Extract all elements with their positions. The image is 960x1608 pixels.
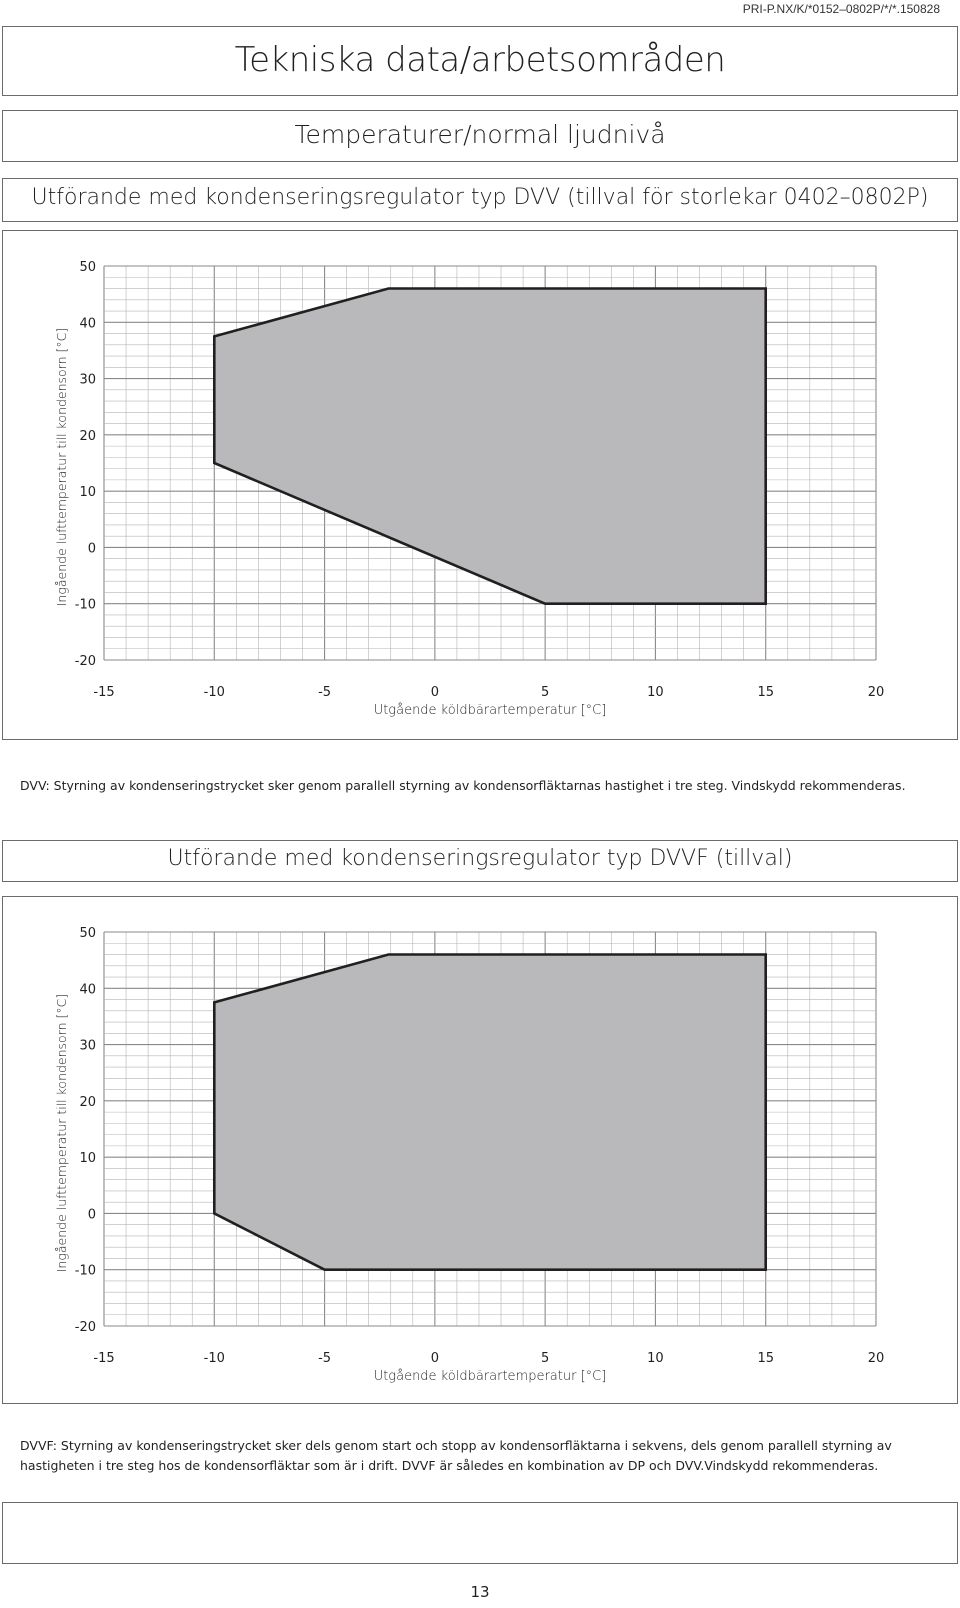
x-tick-label: -10 (203, 1351, 225, 1366)
y-tick-label: 10 (79, 485, 96, 501)
page-number: 13 (470, 1583, 490, 1601)
x-tick-label: 5 (541, 1351, 550, 1366)
y-tick-label: 30 (79, 372, 96, 388)
document-reference: PRI-P.NX/K/*0152–0802P/*/*.150828 (742, 2, 940, 16)
x-tick-label: -15 (93, 1351, 115, 1366)
footer-box (2, 1502, 958, 1564)
y-tick-label: 20 (79, 428, 96, 444)
y-tick-label: 50 (79, 926, 96, 941)
operating-area (214, 955, 765, 1270)
x-tick-label: -5 (318, 685, 332, 700)
operating-area (214, 289, 765, 604)
y-tick-label: -10 (74, 597, 96, 613)
x-tick-label: -5 (318, 1351, 332, 1366)
x-tick-label: 0 (430, 685, 439, 700)
note-dvvf: DVVF: Styrning av kondenseringstrycket sker dels genom start och stopp av kondensorfläktarna i sekvens, dels genom parallell styrning av hastigheten i tre steg hos de kondensorfläktar som är i drift. DVVF är således en kombination av DP och DVV.Vindskydd rekommenderas. (20, 1438, 892, 1473)
y-tick-label: -20 (74, 1320, 96, 1335)
x-tick-label: 20 (867, 685, 885, 700)
y-tick-label: 50 (79, 260, 96, 275)
y-tick-label: 0 (87, 1207, 96, 1223)
x-tick-label: 10 (647, 1351, 664, 1366)
x-tick-label: -15 (93, 685, 115, 700)
section-heading-dvvf: Utförande med kondenseringsregulator typ DVVF (tillval) (167, 846, 793, 871)
x-tick-label: 5 (541, 685, 550, 700)
y-tick-label: 30 (79, 1038, 96, 1054)
y-tick-label: -10 (74, 1263, 96, 1279)
x-axis-label: Utgående köldbärartemperatur [°C] (373, 703, 607, 718)
x-tick-label: 15 (757, 1351, 774, 1366)
note-dvv: DVV: Styrning av kondenseringstrycket sker genom parallell styrning av kondensorfläktarnas hastighet i tre steg. Vindskydd rekommenderas. (20, 778, 906, 793)
y-axis-label: Ingående lufttemperatur till kondensorn [°C] (54, 993, 69, 1273)
operating-range-chart-dvv (0, 230, 960, 740)
y-tick-label: 20 (79, 1094, 96, 1110)
x-tick-label: 20 (867, 1351, 885, 1366)
y-axis-label: Ingående lufttemperatur till kondensorn [°C] (54, 327, 69, 607)
x-tick-label: 15 (757, 685, 774, 700)
x-tick-label: 0 (430, 1351, 439, 1366)
y-tick-label: -20 (74, 654, 96, 669)
y-tick-label: 0 (87, 541, 96, 557)
section-heading-dvv: Utförande med kondenseringsregulator typ DVV (tillval för storlekar 0402–0802P) (31, 185, 929, 210)
page-title: Tekniska data/arbetsområden (234, 40, 726, 80)
x-tick-label: 10 (647, 685, 664, 700)
x-tick-label: -10 (203, 685, 225, 700)
y-tick-label: 10 (79, 1151, 96, 1167)
page-subtitle: Temperaturer/normal ljudnivå (294, 120, 666, 149)
operating-range-chart-dvvf (0, 896, 960, 1404)
y-tick-label: 40 (79, 982, 96, 998)
x-axis-label: Utgående köldbärartemperatur [°C] (373, 1369, 607, 1384)
y-tick-label: 40 (79, 316, 96, 332)
